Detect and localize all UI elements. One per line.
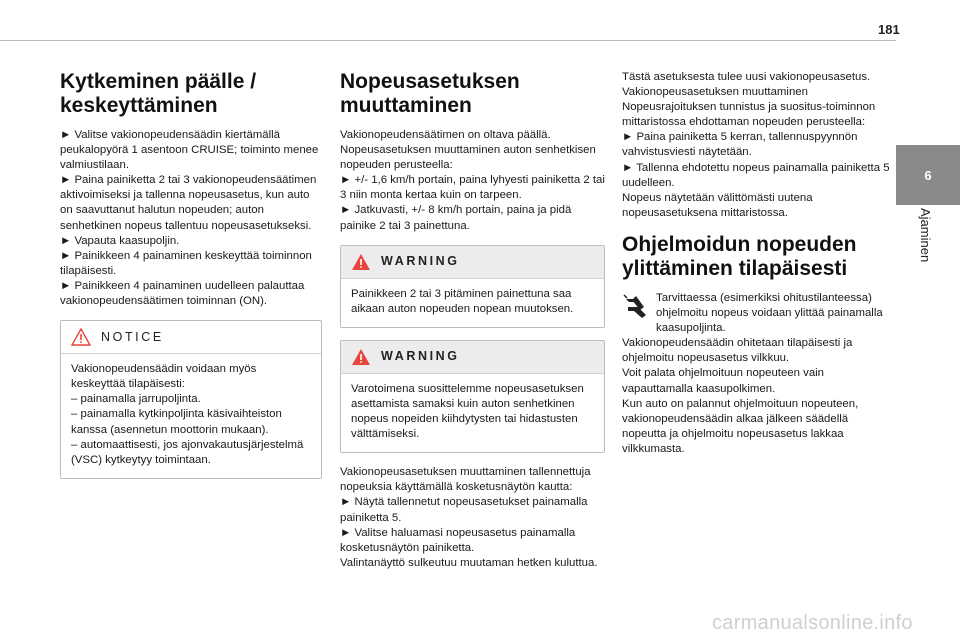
body-line: Vakionopeudensäädin ohitetaan tilapäisesti ja ohjelmoitu nopeusasetus vilkkuu.: [622, 337, 853, 365]
step-line: ► Painikkeen 4 painaminen keskeyttää toiminnon tilapäisesti.: [60, 249, 312, 277]
body-line: ► +/- 1,6 km/h portain, paina lyhyesti painiketta 2 tai 3 niin monta kertaa kuin on tarpeen.: [340, 174, 605, 202]
warning-box-2: [340, 340, 605, 453]
step-line: ► Painikkeen 4 painaminen uudelleen palauttaa vakionopeudensäätimen toiminnan (ON).: [60, 279, 305, 308]
body-line: Kun auto on palannut ohjelmoituun nopeuteen, vakionopeudensäädin alkaa jälkeen säädellä nopeutta ja ohjelmoitu nopeusasetus lakkaa vilkkumasta.: [622, 397, 859, 455]
notice-line: – painamalla jarrupoljinta.: [71, 393, 201, 406]
notice-triangle-icon: [71, 328, 91, 346]
body-line: Vakionopeusasetuksen muuttaminen tallennettuja nopeuksia käyttämällä kosketusnäytön kautta:: [340, 466, 591, 494]
chapter-label: Ajaminen: [918, 208, 933, 263]
speed-suggestion-text: [622, 70, 890, 221]
body-line: Tarvittaessa (esimerkiksi ohitustilanteessa) ohjelmoitu nopeus voidaan ylittää painamalla kaasupoljinta.: [656, 291, 883, 335]
warning-box-1: [340, 245, 605, 328]
warning-header: [341, 341, 604, 373]
warning-triangle-icon: [351, 253, 371, 271]
section-heading-override: Ohjelmoidun nopeuden ylittäminen tilapäisesti: [622, 232, 857, 280]
body-line: Vakionopeudensäätimen on oltava päällä.: [340, 129, 551, 141]
warning-body: Varotoimena suosittelemme nopeusasetuksen asettamista samaksi kuin auton senhetkinen nopeus nopeiden kiihdytysten tai hidastusten välttämiseksi.: [341, 373, 604, 452]
notice-line: Vakionopeudensäädin voidaan myös keskeyttää tilapäisesti:: [71, 363, 257, 391]
notice-box: [60, 320, 322, 479]
body-line: ► Näytä tallennetut nopeusasetukset painamalla painiketta 5.: [340, 496, 588, 524]
body-line: ► Paina painiketta 5 kerran, tallennuspyynnön vahvistusviesti näytetään.: [622, 131, 858, 159]
warning-header: [341, 246, 604, 278]
chapter-tab: 6: [896, 145, 960, 205]
body-line: ► Jatkuvasti, +/- 8 km/h portain, paina ja pidä painike 2 tai 3 painettuna.: [340, 204, 572, 232]
notice-header: [61, 321, 321, 353]
warning-triangle-icon: [351, 348, 371, 366]
activation-steps: [60, 128, 322, 309]
body-line: Tästä asetuksesta tulee uusi vakionopeusasetus.: [622, 71, 871, 83]
column-2: [340, 70, 605, 571]
body-line: Vakionopeusasetuksen muuttaminen Nopeusrajoituksen tunnistus ja suositus-toiminnon mittaristossa ehdottaman nopeuden perusteella:: [622, 86, 876, 129]
notice-line: – automaattisesti, jos ajonvakautusjärjestelmä (VSC) kytkeytyy toimintaan.: [71, 438, 304, 466]
body-line: ► Tallenna ehdotettu nopeus painamalla painiketta 5 uudelleen.: [622, 161, 890, 189]
column-1: [60, 70, 322, 491]
watermark: carmanualsonline.info: [712, 612, 913, 634]
notice-line: – painamalla kytkinpoljinta käsivaihteiston kanssa (asennetun moottorin mukaan).: [71, 408, 282, 436]
header-rule: [0, 40, 896, 41]
body-line: Nopeusasetuksen muuttaminen auton senhetkisen nopeuden perusteella:: [340, 144, 596, 172]
body-line: Nopeus näytetään välittömästi uutena nopeusasetuksena mittaristossa.: [622, 191, 813, 219]
page-number: 181: [878, 22, 900, 37]
section-heading-change-speed: Nopeusasetuksen muuttaminen: [340, 70, 520, 117]
notice-title: NOTICE: [101, 329, 164, 344]
section-heading-activation: Kytkeminen päälle / keskeyttäminen: [60, 70, 257, 117]
warning-title: WARNING: [381, 349, 460, 364]
step-line: ► Paina painiketta 2 tai 3 vakionopeudensäätimen aktivoimiseksi ja tallenna nopeusasetus, kun auto on saavuttanut halutun nopeuden; auton senhetkinen nopeus tallentuu nopeusasetukseksi.: [60, 174, 317, 232]
hand-pressing-pedal-icon: [622, 293, 650, 319]
body-line: Voit palata ohjelmoituun nopeuteen vain vapauttamalla kaasupolkimen.: [622, 367, 825, 395]
body-line: Valintanäyttö sulkeutuu muutaman hetken kuluttua.: [340, 556, 598, 569]
step-line: ► Valitse vakionopeudensäädin kiertämällä peukalopyörä 1 asentoon CRUISE; toiminto menee valmiustilaan.: [60, 129, 319, 172]
notice-body: [61, 353, 321, 478]
column-3: [622, 70, 890, 457]
warning-body: Painikkeen 2 tai 3 pitäminen painettuna saa aikaan auton nopeuden nopean muutoksen.: [341, 278, 604, 327]
override-intro: [622, 291, 890, 336]
body-line: ► Valitse haluamasi nopeusasetus painamalla kosketusnäytön painiketta.: [340, 526, 576, 554]
warning-title: WARNING: [381, 254, 460, 269]
step-line: ► Vapauta kaasupoljin.: [60, 234, 180, 247]
